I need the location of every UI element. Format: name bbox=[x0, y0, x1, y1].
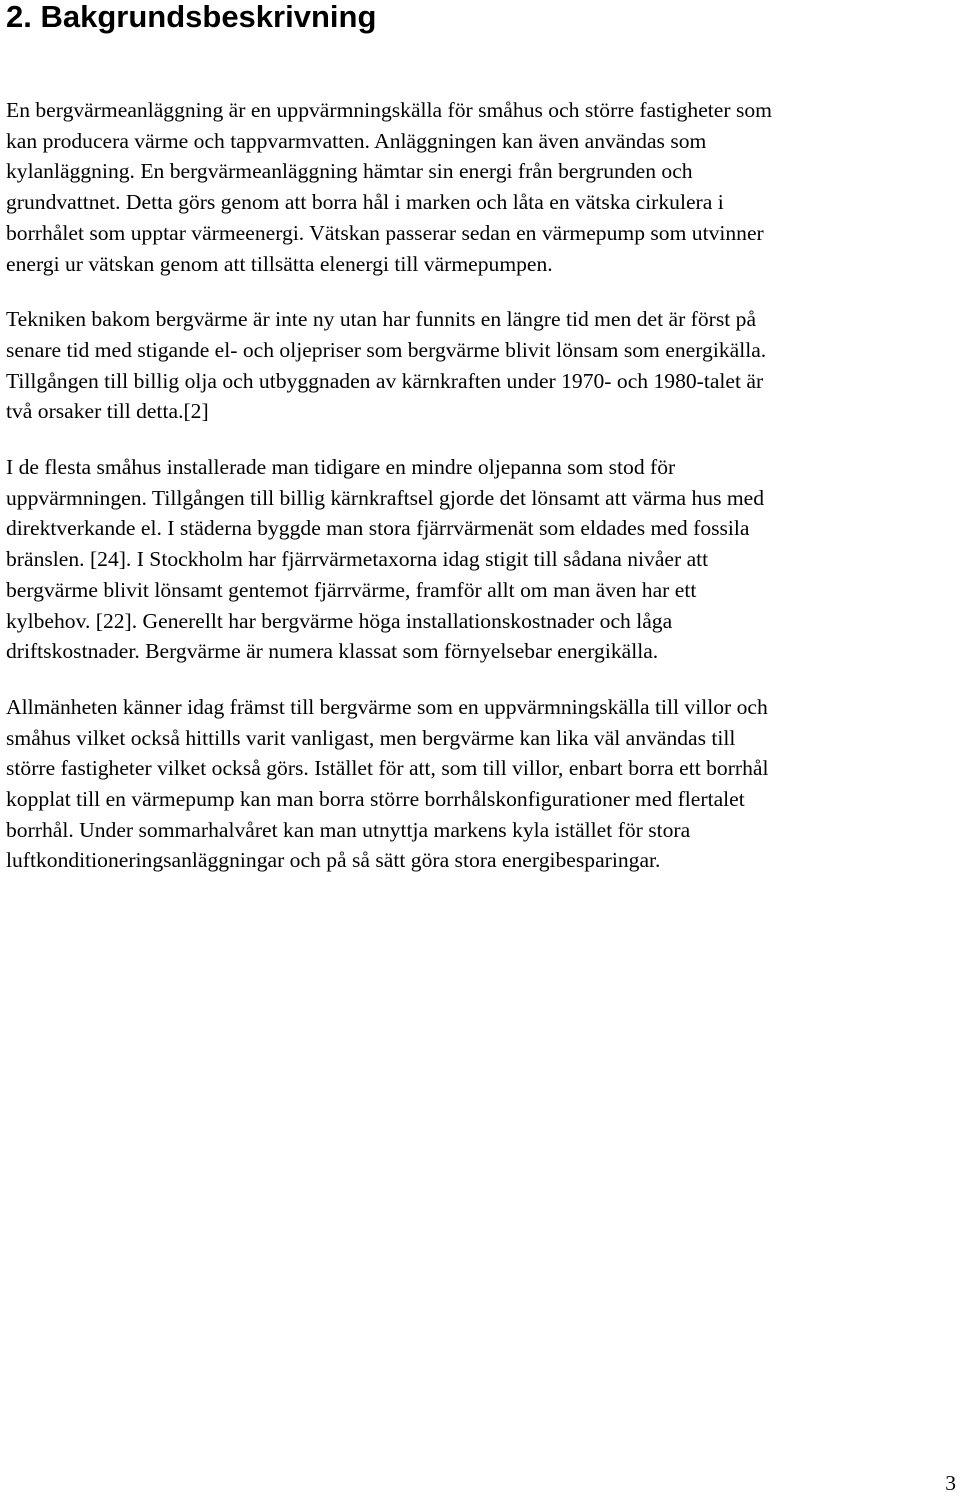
paragraph-1: En bergvärmeanläggning är en uppvärmningskälla för småhus och större fastigheter som kan producera värme och tappvarmvatten. Anläggningen kan även användas som kylanläggning. En bergvärmeanläggning hämtar sin energi från bergrunden och grundvattnet. Detta görs genom att borra hål i marken och låta en vätska cirkulera i borrhålet som upptar värmeenergi. Vätskan passerar sedan en värmepump som utvinner energi ur vätskan genom att tillsätta elenergi till värmepumpen. bbox=[6, 98, 772, 276]
paragraph-4: Allmänheten känner idag främst till bergvärme som en uppvärmningskälla till villor och småhus vilket också hittills varit vanligast, men bergvärme kan lika väl användas till större fastigheter vilket också görs. Istället för att, som till villor, enbart borra ett borrhål kopplat till en värmepump kan man borra större borrhålskonfigurationer med flertalet borrhål. Under sommarhalvåret kan man utnyttja markens kyla istället för stora luftkonditioneringsanläggningar och på så sätt göra stora energibesparingar. bbox=[6, 694, 769, 873]
body-text bbox=[6, 95, 954, 901]
page-number: 3 bbox=[945, 1471, 956, 1495]
paragraph-2: Tekniken bakom bergvärme är inte ny utan har funnits en längre tid men det är först på senare tid med stigande el- och oljepriser som bergvärme blivit lönsam som energikälla. Tillgången till billig olja och utbyggnaden av kärnkraften under 1970- och 1980-talet är två orsaker till detta.[2] bbox=[6, 307, 767, 424]
paragraph-3: I de flesta småhus installerade man tidigare en mindre oljepanna som stod för uppvärmningen. Tillgången till billig kärnkraftsel gjorde det lönsamt att värma hus med direktverkande el. I städerna byggde man stora fjärrvärmenät som eldades med fossila bränslen. [24]. I Stockholm har fjärrvärmetaxorna idag stigit till sådana nivåer att bergvärme blivit lönsamt gentemot fjärrvärme, framför allt om man även har ett kylbehov. [22]. Generellt har bergvärme höga installationskostnader och låga driftskostnader. Bergvärme är numera klassat som förnyelsebar energikälla. bbox=[6, 455, 765, 664]
section-heading: 2. Bakgrundsbeskrivning bbox=[6, 0, 377, 34]
